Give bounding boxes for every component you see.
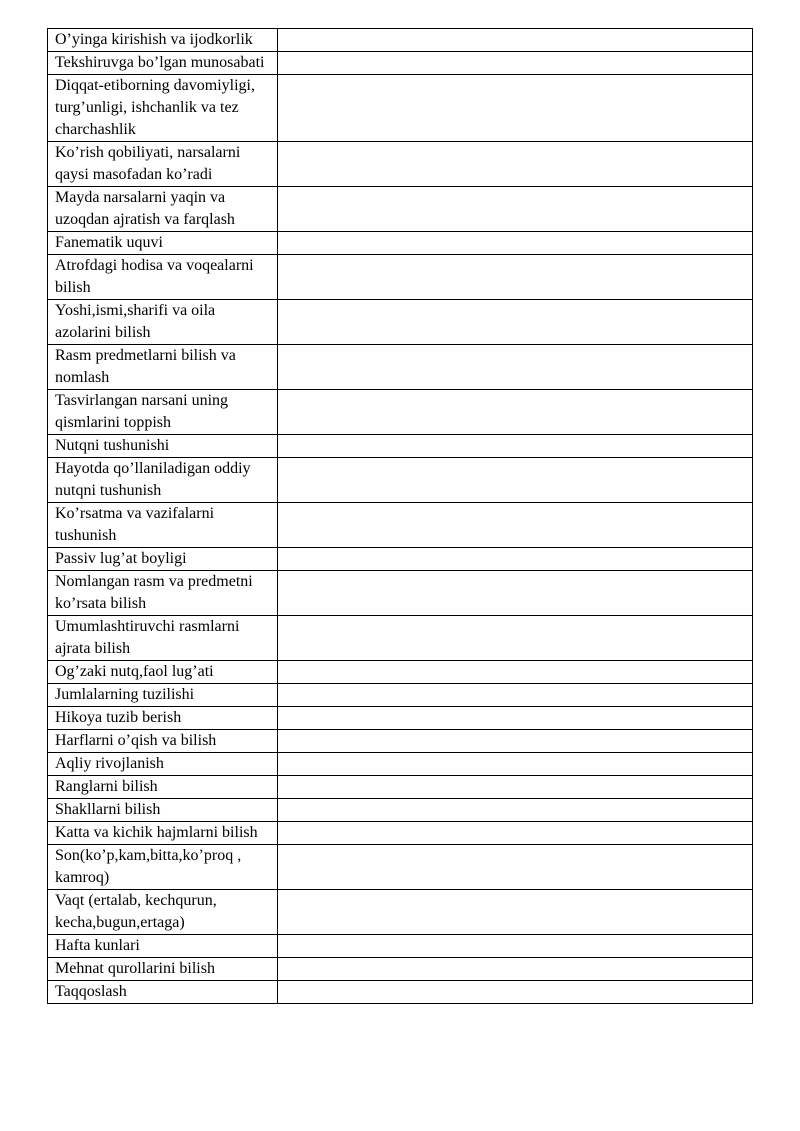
table-row (48, 776, 753, 799)
table-row (48, 730, 753, 753)
criterion-value-cell[interactable] (278, 958, 753, 981)
criterion-label: Passiv lug’at boyligi (48, 548, 278, 571)
criterion-value-cell[interactable] (278, 661, 753, 684)
criterion-label: Og’zaki nutq,faol lug’ati (48, 661, 278, 684)
criterion-value-cell[interactable] (278, 458, 753, 503)
table-row (48, 890, 753, 935)
criterion-label: Ko’rish qobiliyati, narsalarni qaysi masofadan ko’radi (48, 142, 278, 187)
table-row (48, 435, 753, 458)
criterion-label: Fanematik uquvi (48, 232, 278, 255)
criterion-label: Tasvirlangan narsani uning qismlarini toppish (48, 390, 278, 435)
criterion-label: Nutqni tushunishi (48, 435, 278, 458)
criterion-label: Mehnat qurollarini bilish (48, 958, 278, 981)
table-row (48, 300, 753, 345)
table-row (48, 753, 753, 776)
table-row (48, 822, 753, 845)
criterion-value-cell[interactable] (278, 890, 753, 935)
criterion-label: Yoshi,ismi,sharifi va oila azolarini bilish (48, 300, 278, 345)
table-row (48, 935, 753, 958)
criterion-value-cell[interactable] (278, 390, 753, 435)
criterion-label: Aqliy rivojlanish (48, 753, 278, 776)
criterion-label: Katta va kichik hajmlarni bilish (48, 822, 278, 845)
criterion-value-cell[interactable] (278, 776, 753, 799)
criterion-value-cell[interactable] (278, 753, 753, 776)
criterion-value-cell[interactable] (278, 75, 753, 142)
criterion-label: Jumlalarning tuzilishi (48, 684, 278, 707)
criterion-label: Harflarni o’qish va bilish (48, 730, 278, 753)
criterion-label: Hikoya tuzib berish (48, 707, 278, 730)
criterion-value-cell[interactable] (278, 684, 753, 707)
table-row (48, 232, 753, 255)
table-row (48, 661, 753, 684)
table-row (48, 75, 753, 142)
criterion-value-cell[interactable] (278, 232, 753, 255)
table-row (48, 503, 753, 548)
table-row (48, 390, 753, 435)
table-row (48, 799, 753, 822)
criterion-label: Ranglarni bilish (48, 776, 278, 799)
criterion-label: Tekshiruvga bo’lgan munosabati (48, 52, 278, 75)
criterion-value-cell[interactable] (278, 435, 753, 458)
criterion-label: Nomlangan rasm va predmetni ko’rsata bilish (48, 571, 278, 616)
criterion-value-cell[interactable] (278, 981, 753, 1004)
criterion-value-cell[interactable] (278, 503, 753, 548)
criterion-label: Rasm predmetlarni bilish va nomlash (48, 345, 278, 390)
criterion-label: Hafta kunlari (48, 935, 278, 958)
table-row (48, 571, 753, 616)
criterion-label: Atrofdagi hodisa va voqealarni bilish (48, 255, 278, 300)
table-row (48, 142, 753, 187)
table-row (48, 845, 753, 890)
table-row (48, 29, 753, 52)
criterion-label: Son(ko’p,kam,bitta,ko’proq , kamroq) (48, 845, 278, 890)
criterion-label: Mayda narsalarni yaqin va uzoqdan ajratish va farqlash (48, 187, 278, 232)
assessment-table (47, 28, 753, 1004)
criterion-label: Vaqt (ertalab, kechqurun, kecha,bugun,ertaga) (48, 890, 278, 935)
table-row (48, 616, 753, 661)
table-row (48, 52, 753, 75)
criterion-value-cell[interactable] (278, 845, 753, 890)
table-row (48, 958, 753, 981)
table-row (48, 707, 753, 730)
table-row (48, 458, 753, 503)
criterion-value-cell[interactable] (278, 799, 753, 822)
criterion-value-cell[interactable] (278, 707, 753, 730)
criterion-value-cell[interactable] (278, 730, 753, 753)
table-row (48, 187, 753, 232)
criterion-label: Ko’rsatma va vazifalarni tushunish (48, 503, 278, 548)
criterion-label: Diqqat-etiborning davomiyligi, turg’unligi, ishchanlik va tez charchashlik (48, 75, 278, 142)
criterion-value-cell[interactable] (278, 255, 753, 300)
criterion-value-cell[interactable] (278, 52, 753, 75)
table-row (48, 684, 753, 707)
table-row (48, 345, 753, 390)
criterion-label: Hayotda qo’llaniladigan oddiy nutqni tushunish (48, 458, 278, 503)
table-row (48, 255, 753, 300)
criterion-value-cell[interactable] (278, 616, 753, 661)
assessment-table-body (48, 29, 753, 1004)
table-row (48, 548, 753, 571)
criterion-value-cell[interactable] (278, 300, 753, 345)
criterion-value-cell[interactable] (278, 822, 753, 845)
criterion-value-cell[interactable] (278, 187, 753, 232)
criterion-value-cell[interactable] (278, 548, 753, 571)
criterion-value-cell[interactable] (278, 935, 753, 958)
criterion-label: Taqqoslash (48, 981, 278, 1004)
criterion-label: Umumlashtiruvchi rasmlarni ajrata bilish (48, 616, 278, 661)
criterion-label: Shakllarni bilish (48, 799, 278, 822)
criterion-value-cell[interactable] (278, 142, 753, 187)
table-row (48, 981, 753, 1004)
criterion-value-cell[interactable] (278, 29, 753, 52)
criterion-value-cell[interactable] (278, 571, 753, 616)
criterion-label: O’yinga kirishish va ijodkorlik (48, 29, 278, 52)
criterion-value-cell[interactable] (278, 345, 753, 390)
